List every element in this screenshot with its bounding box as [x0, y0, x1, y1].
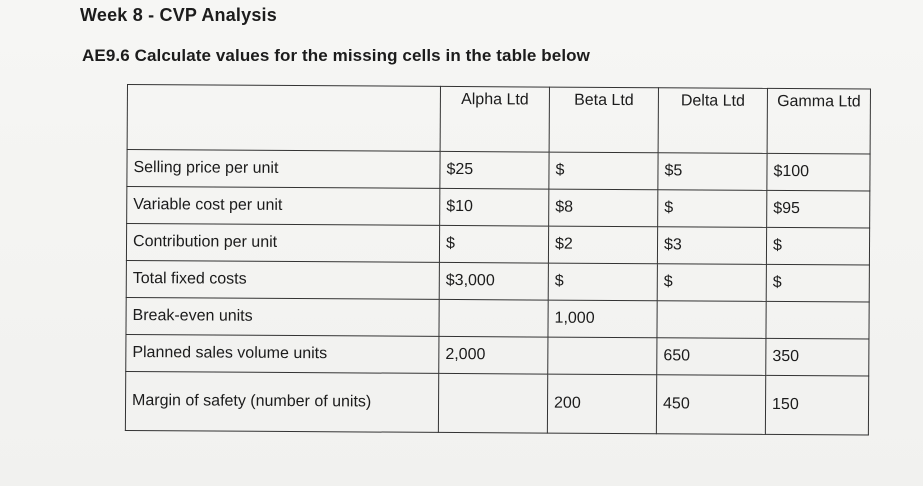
table-cell: $	[766, 264, 869, 302]
table-cell: 650	[657, 338, 766, 376]
header-cell-gamma: Gamma Ltd	[767, 88, 870, 154]
table-row	[126, 224, 869, 266]
table-cell: $8	[549, 189, 658, 227]
table-cell: $	[439, 225, 548, 263]
table-cell: $10	[440, 188, 549, 226]
row-label: Contribution per unit	[126, 224, 439, 263]
table-cell: $	[658, 190, 767, 228]
header-cell-beta: Beta Ltd	[549, 87, 658, 153]
table-cell	[766, 301, 869, 339]
table-cell: 450	[656, 375, 765, 435]
table-cell	[439, 299, 548, 337]
row-label: Planned sales volume units	[126, 334, 439, 373]
table-cell: 200	[547, 374, 656, 434]
table-cell: $	[766, 227, 869, 265]
table-cell	[657, 301, 766, 339]
exercise-instruction: AE9.6 Calculate values for the missing cells in the table below	[82, 46, 590, 65]
header-cell-delta: Delta Ltd	[658, 88, 767, 154]
table-row	[126, 260, 869, 302]
table-cell: 2,000	[439, 336, 548, 374]
table-cell: $2	[548, 226, 657, 264]
table-cell	[438, 373, 547, 433]
row-label: Margin of safety (number of units)	[125, 371, 438, 432]
table-cell: 1,000	[548, 300, 657, 338]
table-cell: $	[548, 263, 657, 301]
table-cell: 150	[765, 375, 868, 435]
header-cell-empty	[127, 85, 440, 152]
table-row	[126, 334, 869, 376]
table-cell: $3,000	[439, 262, 548, 300]
table-cell: $25	[440, 151, 549, 189]
table-row	[125, 371, 868, 435]
page-title: Week 8 - CVP Analysis	[80, 5, 277, 25]
table-cell: $	[657, 264, 766, 302]
table-row	[126, 297, 869, 339]
table-cell: $3	[657, 227, 766, 265]
table-cell: $	[549, 152, 658, 190]
header-cell-alpha: Alpha Ltd	[440, 86, 549, 152]
row-label: Selling price per unit	[127, 150, 440, 189]
cvp-table	[125, 84, 871, 436]
table-header-row	[127, 85, 870, 155]
row-label: Total fixed costs	[126, 260, 439, 299]
row-label: Variable cost per unit	[127, 187, 440, 226]
table-row	[127, 187, 870, 229]
table-cell: $100	[767, 153, 870, 191]
row-label: Break-even units	[126, 297, 439, 336]
table-cell	[548, 337, 657, 375]
table-cell: $95	[767, 190, 870, 228]
table-row	[127, 150, 870, 192]
table-cell: $5	[658, 153, 767, 191]
table-cell: 350	[766, 338, 869, 376]
